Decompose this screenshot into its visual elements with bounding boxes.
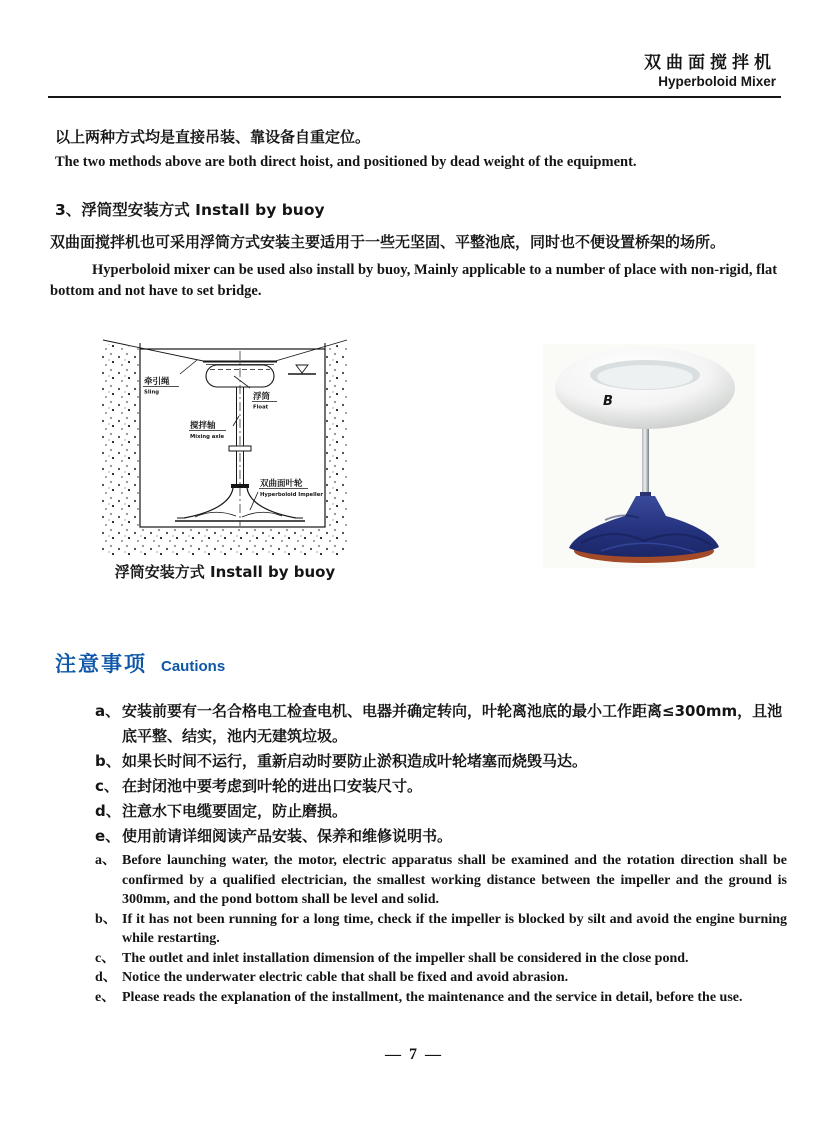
cautions-heading-zh: 注意事项 <box>55 652 147 676</box>
list-item <box>95 799 787 824</box>
item-text: Please reads the explanation of the installment, the maintenance and the service in detail, before the use. <box>122 989 743 1005</box>
photo-float <box>555 347 735 429</box>
list-item <box>95 968 787 988</box>
item-label: c、 <box>95 777 119 795</box>
list-item <box>95 699 787 749</box>
section3-body-en: Hyperboloid mixer can be used also install by buoy, Mainly applicable to a number of place with non-rigid, flat bottom and not have to set bridge. <box>50 262 778 299</box>
item-text: 使用前请详细阅读产品安装、保养和维修说明书。 <box>122 827 453 845</box>
list-item <box>95 774 787 799</box>
item-text: The outlet and inlet installation dimension of the impeller shall be considered in the close pond. <box>122 950 689 966</box>
diagram-label-float-en: Float <box>253 404 269 411</box>
header-rule <box>48 96 781 98</box>
diagram-label-sling-en: Sling <box>144 389 160 396</box>
cautions-list-zh <box>95 699 787 849</box>
intro-text-zh: 以上两种方式均是直接吊装、靠设备自重定位。 <box>55 128 371 146</box>
list-item <box>95 988 787 1008</box>
cautions-heading-en: Cautions <box>161 658 226 675</box>
list-item <box>95 949 787 969</box>
item-text: 在封闭池中要考虑到叶轮的进出口安装尺寸。 <box>122 777 423 795</box>
item-label: b、 <box>95 911 117 927</box>
item-text: 注意水下电缆要固定，防止磨损。 <box>122 802 348 820</box>
intro-paragraph <box>55 126 780 171</box>
figure-caption: 浮筒安装方式 Install by buoy <box>114 563 336 581</box>
diagram-label-axle-zh: 搅拌轴 <box>190 421 216 431</box>
buoy-install-diagram <box>100 336 350 562</box>
item-label: a、 <box>95 853 116 868</box>
list-item <box>95 910 787 949</box>
list-item <box>95 824 787 849</box>
page-number: — 7 — <box>385 1046 443 1063</box>
page-header <box>644 54 776 89</box>
product-photo <box>543 344 755 568</box>
header-title-en: Hyperboloid Mixer <box>658 73 776 89</box>
item-label: d、 <box>95 970 117 985</box>
item-label: d、 <box>95 802 121 820</box>
section3-body-zh: 双曲面搅拌机也可采用浮筒方式安装主要适用于一些无坚固、平整池底，同时也不便设置桥架的场所。 <box>50 233 726 251</box>
item-text: Before launching water, the motor, electric apparatus shall be examined and the rotation direction shall be confirmed by a qualified electrician, the smallest working distance between the impeller and the ground is 300mm, and the pond bottom shall be level and solid. <box>122 853 787 907</box>
diagram-label-impeller-en: Hyperboloid Impeller <box>260 492 323 498</box>
item-text: 安装前要有一名合格电工检查电机、电器并确定转向，叶轮离池底的最小工作距离≤300mm，且池底平整、结实，池内无建筑垃圾。 <box>122 702 783 745</box>
photo-brand-logo: B <box>603 394 613 409</box>
section3-body <box>50 231 782 302</box>
item-label: c、 <box>95 950 116 966</box>
item-text: Notice the underwater electric cable that shall be fixed and avoid abrasion. <box>122 970 569 985</box>
item-text: If it has not been running for a long time, check if the impeller is blocked by silt and avoid the engine burning while restarting. <box>122 911 787 946</box>
item-label: a、 <box>95 702 121 720</box>
item-label: e、 <box>95 827 121 845</box>
diagram-label-axle-en: Mixing axle <box>190 434 225 440</box>
item-label: b、 <box>95 752 121 770</box>
list-item <box>95 851 787 910</box>
diagram-label-sling-zh: 牵引绳 <box>144 377 170 387</box>
item-label: e、 <box>95 989 116 1005</box>
header-title-zh: 双曲面搅拌机 <box>644 53 776 73</box>
cautions-list-en <box>95 851 787 1007</box>
intro-text-en: The two methods above are both direct hoist, and positioned by dead weight of the equipment. <box>55 154 637 170</box>
diagram-label-float-zh: 浮筒 <box>253 392 271 402</box>
section3-heading: 3、浮筒型安装方式 Install by buoy <box>55 201 325 219</box>
item-text: 如果长时间不运行，重新启动时要防止淤积造成叶轮堵塞而烧毁马达。 <box>122 752 588 770</box>
diagram-label-impeller-zh: 双曲面叶轮 <box>260 479 303 489</box>
list-item <box>95 749 787 774</box>
cautions-heading <box>55 648 225 678</box>
